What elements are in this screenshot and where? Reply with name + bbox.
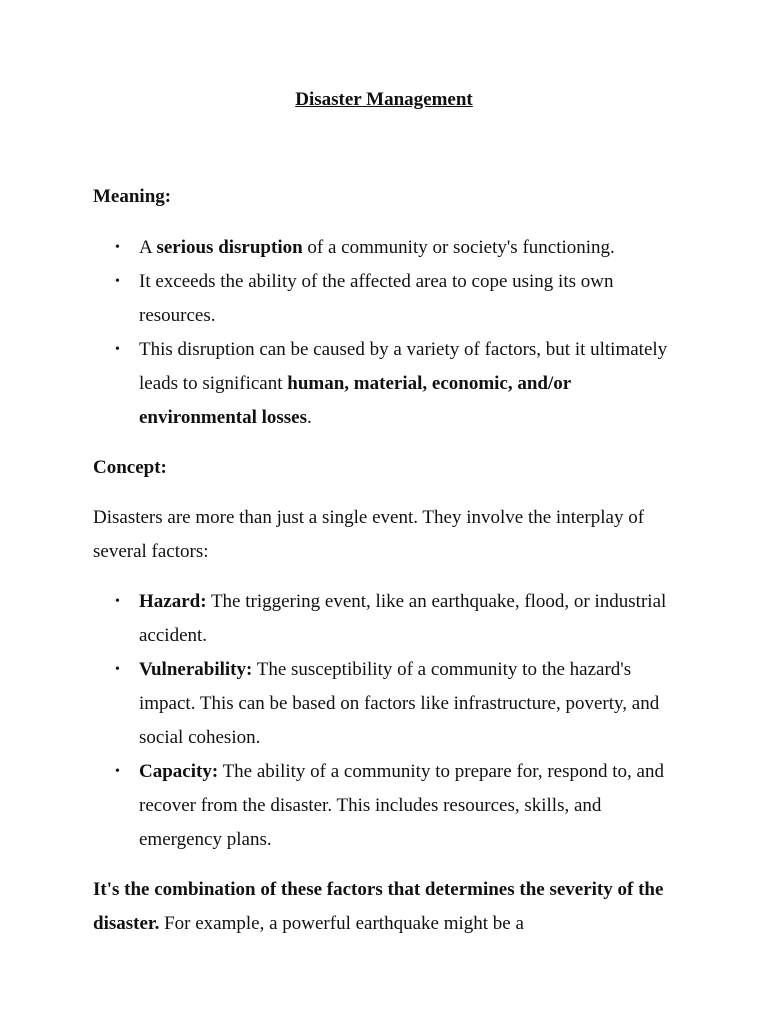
meaning-list: [93, 231, 683, 435]
concept-item-hazard: [93, 585, 683, 653]
concept-item-hazard-term: Hazard:: [139, 591, 207, 612]
bullet-icon: •: [115, 240, 120, 255]
document-body: [93, 180, 683, 941]
concept-item-hazard-desc: The triggering event, like an earthquake, flood, or industrial accident.: [139, 591, 667, 646]
closing-text: For example, a powerful earthquake might be a: [159, 913, 524, 934]
concept-item-capacity-term: Capacity:: [139, 761, 219, 782]
meaning-item-3-post: .: [307, 407, 312, 428]
meaning-item-1-bold: serious disruption: [156, 237, 303, 258]
concept-intro: Disasters are more than just a single event. They involve the interplay of several factors:: [93, 507, 645, 562]
bullet-icon: •: [115, 764, 120, 779]
concept-item-capacity: [93, 755, 683, 857]
document-title: Disaster Management: [295, 89, 473, 110]
concept-item-vulnerability: [93, 653, 683, 755]
closing-paragraph: [93, 873, 683, 941]
closing-bold: It's the combination of these factors that determines the severity of the disaster.: [93, 879, 664, 934]
bullet-icon: •: [115, 342, 120, 357]
bullet-icon: •: [115, 274, 120, 289]
concept-item-vulnerability-term: Vulnerability:: [139, 659, 253, 680]
meaning-item-2-text: It exceeds the ability of the affected area to cope using its own resources.: [139, 271, 614, 326]
concept-item-capacity-desc: The ability of a community to prepare for, respond to, and recover from the disaster. This includes resources, skills, and emergency plans.: [139, 761, 664, 850]
meaning-item-3-bold: human, material, economic, and/or environmental losses: [139, 373, 571, 428]
meaning-item-3: [93, 333, 683, 435]
meaning-item-1: [93, 231, 683, 265]
meaning-item-3-pre: This disruption can be caused by a variety of factors, but it ultimately leads to significant: [139, 339, 668, 394]
meaning-item-1-pre: A: [139, 237, 157, 258]
meaning-item-2: [93, 265, 683, 333]
concept-list: [93, 585, 683, 857]
concept-heading: Concept:: [93, 457, 167, 478]
bullet-icon: •: [115, 594, 120, 609]
meaning-heading: Meaning:: [93, 186, 172, 207]
concept-item-vulnerability-desc: The susceptibility of a community to the hazard's impact. This can be based on factors like infrastructure, poverty, and social cohesion.: [139, 659, 660, 748]
bullet-icon: •: [115, 662, 120, 677]
meaning-item-1-post: of a community or society's functioning.: [302, 237, 615, 258]
